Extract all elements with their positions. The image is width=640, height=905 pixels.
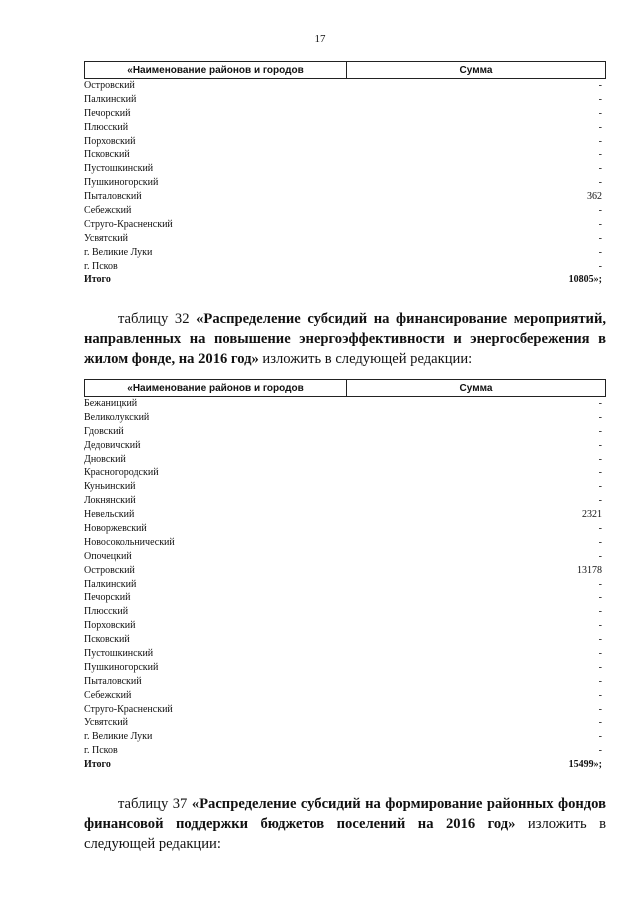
- district-name: Усвятский: [84, 717, 128, 729]
- district-name: Пустошкинский: [84, 163, 154, 175]
- amount-value: 362: [587, 191, 602, 203]
- amount-value: -: [598, 731, 602, 743]
- amount-value: -: [598, 495, 602, 507]
- amount-value: -: [598, 246, 602, 258]
- column-header-sum: Сумма: [459, 64, 493, 76]
- total-row: [84, 273, 606, 287]
- total-label: Итого: [84, 274, 111, 286]
- amount-value: -: [598, 260, 602, 272]
- district-name: Порховский: [84, 135, 136, 147]
- district-name: Пушкиногорский: [84, 661, 159, 673]
- district-name: Невельский: [84, 509, 135, 521]
- amount-value: -: [598, 149, 602, 161]
- district-name: Себежский: [84, 689, 132, 701]
- district-name: г. Псков: [84, 745, 118, 757]
- amount-value: -: [598, 453, 602, 465]
- table-row: [84, 689, 606, 703]
- district-name: Плюсский: [84, 606, 129, 618]
- table-row: [84, 716, 606, 730]
- district-name: Псковский: [84, 149, 130, 161]
- district-name: Струго-Красненский: [84, 218, 173, 230]
- table-row: [84, 246, 606, 260]
- table-row: [84, 578, 606, 592]
- paragraph-bold-title: «Распределение субсидий на финансирование мероприятий, направленных на повышение энергоэффективности и энергосбережения в жилом фонде, на 2016 год»: [84, 311, 606, 367]
- table-2: [84, 379, 606, 772]
- amount-value: -: [598, 703, 602, 715]
- paragraph-bold-title: «Распределение субсидий на формирование районных фондов финансовой поддержки бюджетов поселений на 2016 год»: [84, 796, 606, 832]
- amount-value: -: [598, 745, 602, 757]
- table-row: [84, 232, 606, 246]
- table-row: [84, 661, 606, 675]
- total-label: Итого: [84, 759, 111, 771]
- amount-value: -: [598, 620, 602, 632]
- district-name: Локнянский: [84, 495, 136, 507]
- total-value: 10805»;: [568, 274, 602, 286]
- district-name: Порховский: [84, 620, 136, 632]
- table-row: [84, 453, 606, 467]
- table-row: [84, 605, 606, 619]
- paragraph-suffix: изложить в следующей редакции:: [84, 816, 607, 852]
- table-1-body: [84, 79, 606, 287]
- district-name: Усвятский: [84, 232, 128, 244]
- amount-value: -: [598, 398, 602, 409]
- amount-value: 2321: [582, 509, 602, 521]
- amount-value: -: [598, 218, 602, 230]
- amount-value: -: [598, 107, 602, 119]
- table-row: [84, 439, 606, 453]
- district-name: Пыталовский: [84, 675, 142, 687]
- amount-value: -: [598, 536, 602, 548]
- amount-value: -: [598, 717, 602, 729]
- district-name: Новоржевский: [84, 523, 147, 535]
- amount-value: -: [598, 205, 602, 217]
- amount-value: -: [598, 578, 602, 590]
- table-row: [84, 480, 606, 494]
- paragraph-prefix: таблицу 37: [118, 796, 192, 812]
- table-row: [84, 550, 606, 564]
- total-value: 15499»;: [568, 759, 602, 771]
- table-row: [84, 508, 606, 522]
- district-name: Островский: [84, 564, 135, 576]
- amount-value: -: [598, 232, 602, 244]
- table-row: [84, 148, 606, 162]
- table-row: [84, 204, 606, 218]
- amount-value: -: [598, 425, 602, 437]
- amount-value: -: [598, 177, 602, 189]
- district-name: Опочецкий: [84, 550, 132, 562]
- amount-value: -: [598, 467, 602, 479]
- amount-value: -: [598, 411, 602, 423]
- paragraph-prefix: таблицу 32: [118, 311, 197, 327]
- amount-value: -: [598, 80, 602, 91]
- district-name: Бежаницкий: [84, 398, 138, 409]
- amount-value: -: [598, 675, 602, 687]
- table-row: [84, 633, 606, 647]
- amount-value: -: [598, 135, 602, 147]
- paragraph-table-32: [84, 309, 606, 369]
- district-name: Пушкиногорский: [84, 177, 159, 189]
- table-2-body: [84, 397, 606, 772]
- district-name: Палкинский: [84, 93, 137, 105]
- table-row: [84, 675, 606, 689]
- amount-value: 13178: [577, 564, 602, 576]
- table-row: [84, 135, 606, 149]
- district-name: Красногородский: [84, 467, 159, 479]
- amount-value: -: [598, 163, 602, 175]
- table-1-header: [84, 61, 606, 79]
- table-row: [84, 93, 606, 107]
- table-1: [84, 61, 606, 287]
- column-header-sum: Сумма: [459, 382, 493, 394]
- amount-value: -: [598, 439, 602, 451]
- amount-value: -: [598, 634, 602, 646]
- district-name: г. Великие Луки: [84, 246, 153, 258]
- table-row: [84, 162, 606, 176]
- table-row: [84, 190, 606, 204]
- table-row: [84, 494, 606, 508]
- amount-value: -: [598, 606, 602, 618]
- district-name: Палкинский: [84, 578, 137, 590]
- amount-value: -: [598, 592, 602, 604]
- table-row: [84, 176, 606, 190]
- amount-value: -: [598, 550, 602, 562]
- district-name: Гдовский: [84, 425, 124, 437]
- table-row: [84, 79, 606, 93]
- table-row: [84, 744, 606, 758]
- district-name: Великолукский: [84, 411, 150, 423]
- table-row: [84, 647, 606, 661]
- table-row: [84, 703, 606, 717]
- district-name: Куньинский: [84, 481, 136, 493]
- table-row: [84, 121, 606, 135]
- district-name: Дедовичский: [84, 439, 141, 451]
- amount-value: -: [598, 661, 602, 673]
- table-row: [84, 730, 606, 744]
- district-name: Печорский: [84, 592, 131, 604]
- table-row: [84, 425, 606, 439]
- table-2-header: [84, 379, 606, 397]
- page-number: 17: [314, 33, 326, 45]
- district-name: Псковский: [84, 634, 130, 646]
- paragraph-table-37: [84, 794, 606, 854]
- total-row: [84, 758, 606, 772]
- table-row: [84, 591, 606, 605]
- table-row: [84, 522, 606, 536]
- district-name: Пыталовский: [84, 191, 142, 203]
- district-name: Печорский: [84, 107, 131, 119]
- table-row: [84, 536, 606, 550]
- table-row: [84, 218, 606, 232]
- district-name: Новосокольнический: [84, 536, 175, 548]
- amount-value: -: [598, 121, 602, 133]
- district-name: Плюсский: [84, 121, 129, 133]
- district-name: г. Псков: [84, 260, 118, 272]
- column-header-name: «Наименование районов и городов: [85, 62, 347, 78]
- table-row: [84, 107, 606, 121]
- table-row: [84, 619, 606, 633]
- amount-value: -: [598, 523, 602, 535]
- district-name: Себежский: [84, 205, 132, 217]
- amount-value: -: [598, 93, 602, 105]
- district-name: Дновский: [84, 453, 126, 465]
- paragraph-suffix: изложить в следующей редакции:: [258, 351, 473, 367]
- table-row: [84, 411, 606, 425]
- table-row: [84, 466, 606, 480]
- district-name: Струго-Красненский: [84, 703, 173, 715]
- district-name: Пустошкинский: [84, 648, 154, 660]
- table-row: [84, 260, 606, 274]
- district-name: г. Великие Луки: [84, 731, 153, 743]
- table-row: [84, 397, 606, 411]
- amount-value: -: [598, 689, 602, 701]
- column-header-name: «Наименование районов и городов: [85, 380, 347, 396]
- amount-value: -: [598, 481, 602, 493]
- table-row: [84, 564, 606, 578]
- amount-value: -: [598, 648, 602, 660]
- district-name: Островский: [84, 80, 135, 91]
